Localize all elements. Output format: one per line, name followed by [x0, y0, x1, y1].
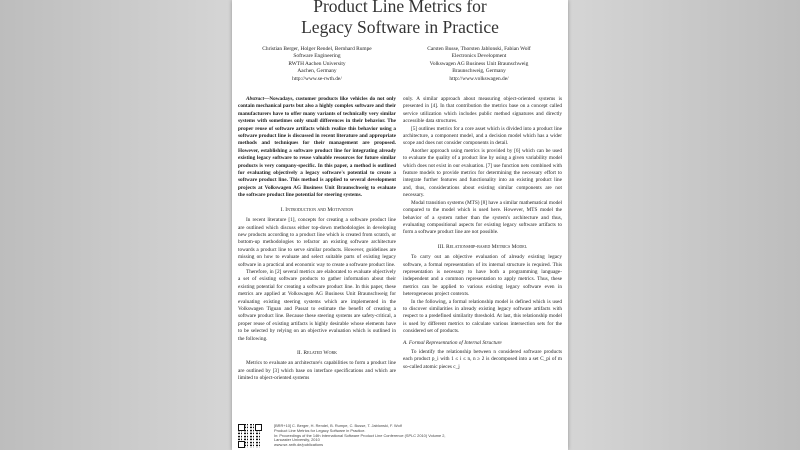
paragraph: Another approach using metrics is provided by [6] which can be used to evaluate the quality of a product line by using a given variability model which does not exist in our evaluation. [7] use function nets combined with feature models to provide metrics for determining the necessary effort to integrate further features and functionality into an existing product line and, thus, considerations about existing similar components are not necessary. [403, 147, 562, 199]
title-line: Product Line Metrics for [313, 0, 487, 16]
paragraph: In the following, a formal relationship model is defined which is used to discover similarities in already existing legacy software artifacts with respect to a predefined similarity threshold. At last, this relationship model is used by different metrics to calculate various intersection sets for the considered set of products. [403, 298, 562, 335]
author-dept: Electronics Development [451, 53, 507, 60]
document-page [232, 0, 568, 450]
citation-line: Product Line Metrics for Legacy Software in Practice. [274, 427, 366, 433]
citation-line: Lancaster University, 2010 [274, 437, 320, 443]
citation-link[interactable]: www.se-rwth.de/publications [274, 442, 324, 448]
abstract-text: —Nowadays, customer products like vehicles do not only contain mechanical parts but also a highly complex software and their manufacturers have to offer many variants of technically very similar systems with sometimes only small differences in their behavior. The proper reuse of software artifacts which realize this behavior using a software product line is discussed in recent literature and appropriate methods and techniques for their management are proposed. However, establishing a software product line for integrating already existing legacy software to reuse valuable resources for future similar products is very company-specific. In this paper, a method is outlined for evaluating objectively a legacy software's potential to create a software product line. This method is applied to several development projects at Volkswagen AG Business Unit Braunschweig to evaluate the software product line potential for steering systems. [238, 96, 396, 199]
authors-rwth [242, 46, 392, 83]
paragraph: only. A similar approach about measuring object-oriented systems is presented in [4]. In that contribution the metrics base on a concept called service utilization which includes public method signatures and directly accessible data structures. [403, 96, 562, 125]
author-org: RWTH Aachen University [288, 60, 346, 67]
paragraph: Therefore, in [2] several metrics are elaborated to evaluate objectively a set of existing software products to gather information about their existing potential for creating a software product line. In this paper, these metrics are applied at Volkswagen AG Business Unit Braunschweig for evaluating existing steering systems which are implemented in the Volkswagen Tiguan and Passat to estimate the benefit of creating a software product line. Because these steering systems are safety-critical, a proper reuse of existing artifacts is highly desirable whose elements have to be selected by relying on an objective evaluation which is outlined in the following. [238, 268, 396, 342]
paragraph: Modal transition systems (MTS) [8] have a similar mathematical model compared to the model which is used here. However, MTS model the behavior of a system rather than the system's architecture and thus, evaluating compositional aspects for existing legacy software artifacts to form a software product line are not possible. [403, 199, 562, 236]
author-names: Christian Berger, Holger Rendel, Bernhard Rumpe [262, 46, 372, 52]
author-location: Aachen, Germany [297, 68, 337, 75]
paragraph: To identify the relationship between n considered software products each product p_i with 1 ≤ i ≤ n, n ≥ 2 is decomposed into a set C_pi of m so-called atomic pieces c_j [403, 349, 562, 370]
abstract [238, 96, 396, 200]
author-location: Braunschweig, Germany [452, 68, 506, 75]
author-url[interactable]: http://www.se-rwth.de/ [292, 75, 342, 82]
title-line: Legacy Software in Practice [301, 17, 499, 37]
citation-line: [BRR+10] C. Berger, H. Rendel, B. Rumpe, C. Busse, T. Jablonski, F. Wolf [274, 423, 402, 428]
author-names: Carsten Busse, Thorsten Jablonski, Fabian Wolf [427, 46, 531, 52]
section-heading: II. Related Work [296, 350, 338, 356]
authors-vw [404, 46, 554, 83]
citation-line: In: Proceedings of the 14th International Software Product Line Conference (SPLC 2010) Volume 2, [274, 432, 446, 438]
paper-title [232, 0, 568, 38]
citation-footer [232, 422, 568, 450]
section-heading: III. Relationship-based Metrics Model [437, 243, 528, 250]
qr-code-icon [238, 424, 262, 448]
paragraph: In recent literature [1], concepts for creating a software product line are outlined which discuss either top-down methodologies in developing new products according to a product line which is created from scratch, or bottom-up methodologies to refactor an existing software architecture towards a product line to serve similar products. However, guidelines are missing on how to evaluate and select suitable parts of existing legacy software in a practical and economic way to create a software product line. [238, 217, 396, 268]
author-org: Volkswagen AG Business Unit Braunschweig [429, 60, 529, 67]
paragraph: Metrics to evaluate an architecture's capabilities to form a product line are outlined by [3] which base on interface specifications and which are limited to object-oriented systems [238, 360, 396, 382]
author-url[interactable]: http://www.volkswagen.de/ [449, 75, 509, 82]
paragraph: [5] outlines metrics for a core asset which is divided into a product line architecture, a component model, and a decision model which has a wider scope and does not consider components in detail. [403, 125, 562, 147]
left-column [238, 96, 396, 383]
abstract-label: Abstract [246, 96, 265, 102]
subsection-heading: A. Formal Representation of Internal Structure [403, 339, 502, 346]
right-column [403, 96, 562, 371]
author-dept: Software Engineering [293, 53, 341, 60]
citation-text [274, 424, 446, 448]
section-heading: I. Introduction and Motivation [280, 206, 354, 213]
paragraph: To carry out an objective evaluation of already existing legacy software, a formal representation of its internal structure is required. This representation is necessary to have both a programming language-independent and a common representation to apply metrics. Thus, these metrics can be applied to various existing legacy software even in heterogeneous project contexts. [403, 254, 562, 298]
